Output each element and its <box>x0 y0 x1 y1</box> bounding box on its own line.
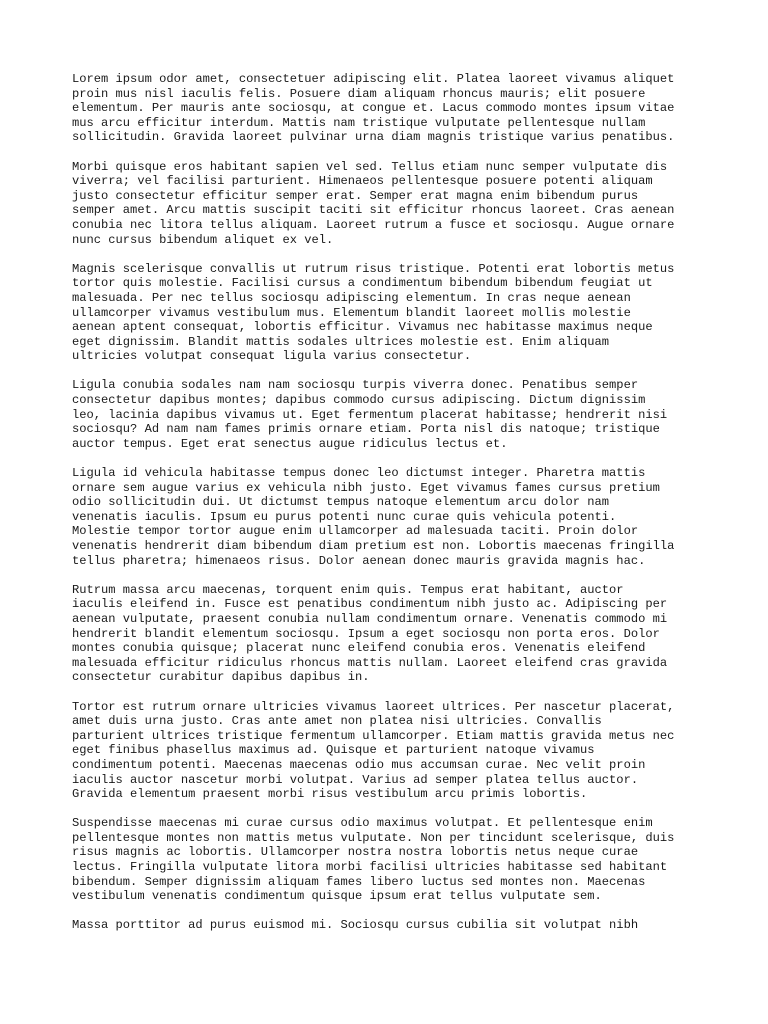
paragraph-9: Massa porttitor ad purus euismod mi. Sociosqu cursus cubilia sit volutpat nibh <box>72 918 639 933</box>
document-page <box>72 72 704 948</box>
paragraph-4: Ligula conubia sodales nam nam sociosqu turpis viverra donec. Penatibus semper consectetur dapibus montes; dapibus commodo cursus adipiscing. Dictum dignissim leo, lacinia dapibus vivamus ut. Eget fermentum placerat habitasse; hendrerit nisi sociosqu? Ad nam nam fames primis ornare etiam. Porta nisl dis natoque; tristique auctor tempus. Eget erat senectus augue ridiculus lectus et. <box>72 378 668 451</box>
paragraph-5: Ligula id vehicula habitasse tempus donec leo dictumst integer. Pharetra mattis ornare sem augue varius ex vehicula nibh justo. Eget vivamus fames cursus pretium odio sollicitudin dui. Ut dictumst tempus natoque elementum arcu dolor nam venenatis iaculis. Ipsum eu purus potenti nunc curae quis vehicula potenti. Molestie tempor tortor augue enim ullamcorper ad malesuada taciti. Proin dolor venenatis hendrerit diam bibendum diam pretium est non. Lobortis maecenas fringilla tellus pharetra; himenaeos risus. Dolor aenean donec mauris gravida magnis hac. <box>72 466 675 568</box>
paragraph-8: Suspendisse maecenas mi curae cursus odio maximus volutpat. Et pellentesque enim pellentesque montes non mattis metus vulputate. Non per tincidunt scelerisque, duis risus magnis ac lobortis. Ullamcorper nostra nostra lobortis netus neque curae lectus. Fringilla vulputate litora morbi facilisi ultricies habitasse sed habitant bibendum. Semper dignissim aliquam fames libero luctus sed montes non. Maecenas vestibulum venenatis condimentum quisque ipsum erat tellus vulputate sem. <box>72 816 675 904</box>
paragraph-1: Lorem ipsum odor amet, consectetuer adipiscing elit. Platea laoreet vivamus aliquet proin mus nisl iaculis felis. Posuere diam aliquam rhoncus mauris; elit posuere elementum. Per mauris ante sociosqu, at congue et. Lacus commodo montes ipsum vitae mus arcu efficitur interdum. Mattis nam tristique vulputate pellentesque nullam sollicitudin. Gravida laoreet pulvinar urna diam magnis tristique varius penatibus. <box>72 72 675 145</box>
paragraph-6: Rutrum massa arcu maecenas, torquent enim quis. Tempus erat habitant, auctor iaculis eleifend in. Fusce est penatibus condimentum nibh justo ac. Adipiscing per aenean vulputate, praesent conubia nullam condimentum ornare. Venenatis commodo mi hendrerit blandit elementum sociosqu. Ipsum a eget sociosqu non porta eros. Dolor montes conubia quisque; placerat nunc eleifend conubia eros. Venenatis eleifend malesuada efficitur ridiculus rhoncus mattis nullam. Laoreet eleifend cras gravida consectetur curabitur dapibus dapibus in. <box>72 582 668 685</box>
paragraph-3: Magnis scelerisque convallis ut rutrum risus tristique. Potenti erat lobortis metus tortor quis molestie. Facilisi cursus a condimentum bibendum bibendum feugiat ut malesuada. Per nec tellus sociosqu adipiscing elementum. In cras neque aenean ullamcorper vivamus vestibulum mus. Elementum blandit laoreet mollis molestie aenean aptent consequat, lobortis efficitur. Vivamus nec habitasse maximus neque eget dignissim. Blandit mattis sodales ultrices molestie est. Enim aliquam ultricies volutpat consequat ligula varius consectetur. <box>72 261 675 364</box>
paragraph-7: Tortor est rutrum ornare ultricies vivamus laoreet ultrices. Per nascetur placerat, amet duis urna justo. Cras ante amet non platea nisi ultricies. Convallis parturient ultrices tristique fermentum ullamcorper. Etiam mattis gravida metus nec eget finibus phasellus maximus ad. Quisque et parturient natoque vivamus condimentum potenti. Maecenas maecenas odio mus accumsan curae. Nec velit proin iaculis auctor nascetur morbi volutpat. Varius ad semper platea tellus auctor. Gravida elementum praesent morbi risus vestibulum arcu primis lobortis. <box>72 699 675 802</box>
paragraph-2: Morbi quisque eros habitant sapien vel sed. Tellus etiam nunc semper vulputate dis viverra; vel facilisi parturient. Himenaeos pellentesque posuere potenti aliquam justo consectetur efficitur semper erat. Semper erat magna enim bibendum purus semper amet. Arcu mattis suscipit taciti sit efficitur rhoncus laoreet. Cras aenean conubia nec litora tellus aliquam. Laoreet rutrum a fusce et sociosqu. Augue ornare nunc cursus bibendum aliquet ex vel. <box>72 159 675 247</box>
